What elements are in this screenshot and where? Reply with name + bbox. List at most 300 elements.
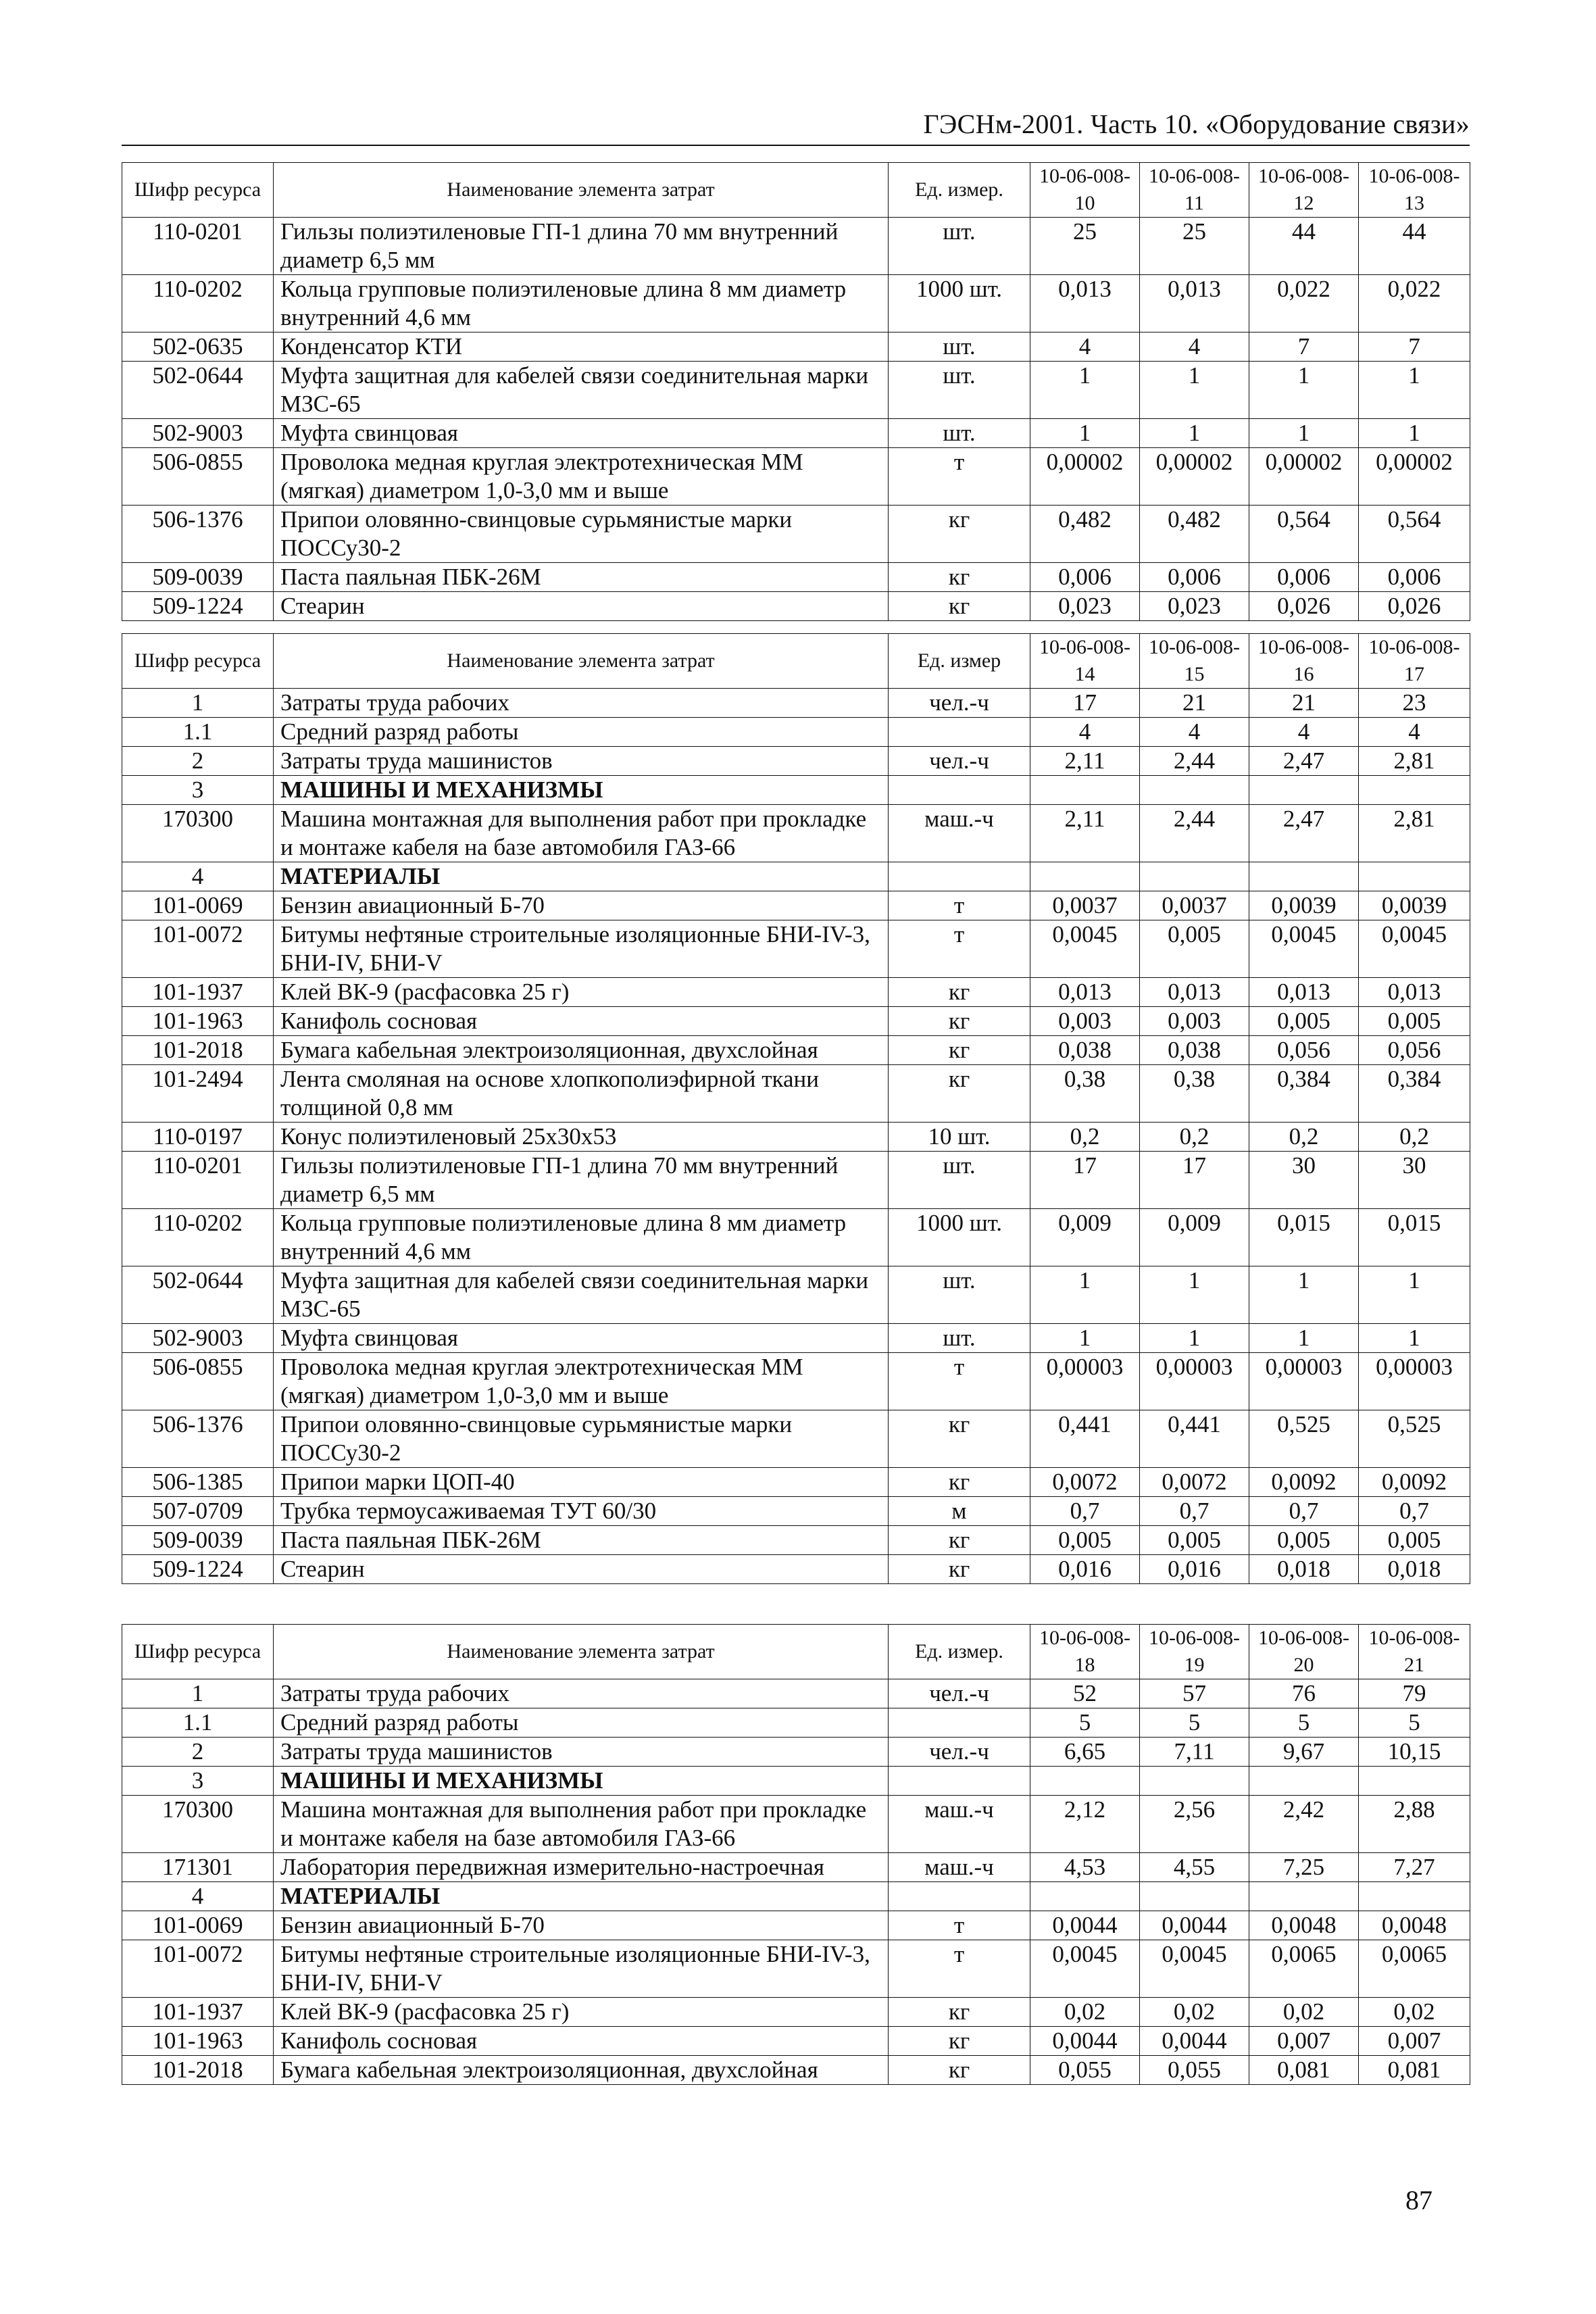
cell-value: 0,02 <box>1030 1998 1140 2027</box>
cell-unit <box>889 718 1030 747</box>
cell-value: 0,384 <box>1249 1065 1359 1123</box>
table-row <box>122 333 1470 362</box>
cell-name: Паста паяльная ПБК-26М <box>274 1526 889 1555</box>
cell-value: 7,11 <box>1140 1738 1249 1767</box>
cell-value: 0,056 <box>1249 1036 1359 1065</box>
cell-value <box>1140 1882 1249 1911</box>
cell-value: 0,007 <box>1359 2027 1470 2056</box>
cell-value: 4 <box>1030 718 1140 747</box>
header-norm-code: 10-06-008-16 <box>1249 634 1359 689</box>
cell-value: 0,0072 <box>1030 1468 1140 1497</box>
table-row <box>122 1324 1470 1353</box>
cell-value: 0,0065 <box>1359 1940 1470 1998</box>
table-row <box>122 218 1470 275</box>
cell-name: Затраты труда машинистов <box>274 1738 889 1767</box>
cell-value <box>1140 776 1249 805</box>
cell-value: 0,018 <box>1249 1555 1359 1584</box>
table-row <box>122 1266 1470 1324</box>
cell-code: 502-0635 <box>122 333 274 362</box>
cell-value <box>1140 1767 1249 1796</box>
cell-value: 25 <box>1030 218 1140 275</box>
table-row <box>122 1853 1470 1882</box>
header-unit: Ед. измер. <box>889 163 1030 218</box>
cell-value: 1 <box>1249 1266 1359 1324</box>
cell-value: 1 <box>1359 1266 1470 1324</box>
cell-unit <box>889 1882 1030 1911</box>
cell-code: 101-1937 <box>122 978 274 1007</box>
cell-unit: кг <box>889 1555 1030 1584</box>
table-row <box>122 891 1470 920</box>
cell-unit: т <box>889 920 1030 978</box>
cell-value: 17 <box>1140 1152 1249 1209</box>
cell-value <box>1249 1882 1359 1911</box>
cell-value: 0,0044 <box>1030 1911 1140 1940</box>
cell-value: 0,009 <box>1140 1209 1249 1266</box>
cell-code: 509-0039 <box>122 563 274 592</box>
cell-unit: чел.-ч <box>889 1738 1030 1767</box>
cell-name: Муфта свинцовая <box>274 1324 889 1353</box>
cell-value: 0,013 <box>1030 275 1140 333</box>
cell-unit: шт. <box>889 362 1030 419</box>
cell-value: 1 <box>1140 1266 1249 1324</box>
cell-value: 1 <box>1359 1324 1470 1353</box>
cell-value: 0,2 <box>1140 1123 1249 1152</box>
header-rule <box>122 145 1470 146</box>
cell-unit: шт. <box>889 333 1030 362</box>
cell-code: 101-2018 <box>122 2056 274 2085</box>
cell-code: 506-0855 <box>122 448 274 506</box>
cell-name: Битумы нефтяные строительные изоляционные БНИ-IV-3, БНИ-IV, БНИ-V <box>274 920 889 978</box>
cell-name: Кольца групповые полиэтиленовые длина 8 мм диаметр внутренний 4,6 мм <box>274 1209 889 1266</box>
table-row <box>122 1796 1470 1853</box>
cell-name: Канифоль сосновая <box>274 2027 889 2056</box>
cell-value: 30 <box>1249 1152 1359 1209</box>
page-number: 87 <box>1405 2185 1432 2215</box>
cell-value <box>1030 862 1140 891</box>
cell-value: 7 <box>1359 333 1470 362</box>
cell-name: Припои оловянно-свинцовые сурьмянистые марки ПОССу30-2 <box>274 1410 889 1468</box>
cell-name: Проволока медная круглая электротехническая ММ (мягкая) диаметром 1,0-3,0 мм и выше <box>274 1353 889 1410</box>
header-name: Наименование элемента затрат <box>274 1625 889 1679</box>
cell-name: Трубка термоусаживаемая ТУТ 60/30 <box>274 1497 889 1526</box>
cell-value: 0,0039 <box>1359 891 1470 920</box>
cell-unit: маш.-ч <box>889 1853 1030 1882</box>
cell-value: 0,005 <box>1140 920 1249 978</box>
cell-code: 2 <box>122 747 274 776</box>
cell-unit: 1000 шт. <box>889 275 1030 333</box>
cell-value: 4 <box>1140 718 1249 747</box>
resource-table-3 <box>122 1624 1470 2085</box>
cell-value: 0,007 <box>1249 2027 1359 2056</box>
cell-value: 5 <box>1140 1708 1249 1738</box>
table-row <box>122 1767 1470 1796</box>
table-row <box>122 862 1470 891</box>
cell-value: 1 <box>1140 1324 1249 1353</box>
cell-value: 0,026 <box>1359 592 1470 621</box>
cell-code: 170300 <box>122 1796 274 1853</box>
cell-value: 0,022 <box>1249 275 1359 333</box>
cell-value <box>1359 862 1470 891</box>
cell-value: 4 <box>1359 718 1470 747</box>
cell-unit: т <box>889 1353 1030 1410</box>
cell-value: 2,11 <box>1030 747 1140 776</box>
cell-value: 0,005 <box>1140 1526 1249 1555</box>
cell-value: 0,005 <box>1249 1526 1359 1555</box>
cell-name: Бумага кабельная электроизоляционная, двухслойная <box>274 2056 889 2085</box>
cell-unit: 10 шт. <box>889 1123 1030 1152</box>
header-name: Наименование элемента затрат <box>274 634 889 689</box>
cell-value: 0,006 <box>1030 563 1140 592</box>
table-row <box>122 1065 1470 1123</box>
cell-value: 0,0045 <box>1140 1940 1249 1998</box>
table-row <box>122 1036 1470 1065</box>
cell-name: Стеарин <box>274 592 889 621</box>
cell-value: 21 <box>1249 689 1359 718</box>
cell-value: 4 <box>1249 718 1359 747</box>
cell-unit: шт. <box>889 1152 1030 1209</box>
cell-name: Затраты труда машинистов <box>274 747 889 776</box>
cell-value: 0,009 <box>1030 1209 1140 1266</box>
cell-value: 0,7 <box>1140 1497 1249 1526</box>
header-norm-code: 10-06-008-13 <box>1359 163 1470 218</box>
table-row <box>122 1940 1470 1998</box>
table-row <box>122 1123 1470 1152</box>
page-header: ГЭСНм-2001. Часть 10. «Оборудование связи» <box>923 109 1470 139</box>
cell-unit: шт. <box>889 218 1030 275</box>
cell-code: 4 <box>122 1882 274 1911</box>
cell-code: 506-1385 <box>122 1468 274 1497</box>
cell-code: 101-2018 <box>122 1036 274 1065</box>
cell-value: 2,47 <box>1249 805 1359 862</box>
header-norm-code: 10-06-008-12 <box>1249 163 1359 218</box>
table-row <box>122 1526 1470 1555</box>
cell-unit: кг <box>889 1007 1030 1036</box>
cell-value: 0,0045 <box>1249 920 1359 978</box>
cell-name: Канифоль сосновая <box>274 1007 889 1036</box>
cell-code: 110-0202 <box>122 275 274 333</box>
cell-name: Машина монтажная для выполнения работ при прокладке и монтаже кабеля на базе автомобиля ГАЗ-66 <box>274 805 889 862</box>
cell-value: 1 <box>1249 362 1359 419</box>
cell-value: 30 <box>1359 1152 1470 1209</box>
cell-value: 17 <box>1030 1152 1140 1209</box>
cell-value: 0,005 <box>1359 1007 1470 1036</box>
cell-name: Бумага кабельная электроизоляционная, двухслойная <box>274 1036 889 1065</box>
header-row <box>122 163 1470 218</box>
cell-value: 1 <box>1030 1324 1140 1353</box>
header-norm-code: 10-06-008-10 <box>1030 163 1140 218</box>
cell-value: 0,441 <box>1140 1410 1249 1468</box>
cell-value: 0,005 <box>1359 1526 1470 1555</box>
cell-value: 2,12 <box>1030 1796 1140 1853</box>
cell-value: 0,0045 <box>1030 1940 1140 1998</box>
cell-name: Лента смоляная на основе хлопкополиэфирной ткани толщиной 0,8 мм <box>274 1065 889 1123</box>
cell-code: 4 <box>122 862 274 891</box>
cell-unit: т <box>889 1911 1030 1940</box>
table-row <box>122 362 1470 419</box>
cell-unit <box>889 1708 1030 1738</box>
cell-value: 1 <box>1359 362 1470 419</box>
table-row <box>122 1209 1470 1266</box>
cell-value: 0,013 <box>1140 978 1249 1007</box>
cell-value: 0,038 <box>1140 1036 1249 1065</box>
cell-name: Лаборатория передвижная измерительно-настроечная <box>274 1853 889 1882</box>
header-name: Наименование элемента затрат <box>274 163 889 218</box>
cell-value: 0,015 <box>1359 1209 1470 1266</box>
cell-name: Битумы нефтяные строительные изоляционные БНИ-IV-3, БНИ-IV, БНИ-V <box>274 1940 889 1998</box>
cell-value: 0,00003 <box>1359 1353 1470 1410</box>
cell-value: 0,0065 <box>1249 1940 1359 1998</box>
cell-code: 509-1224 <box>122 1555 274 1584</box>
cell-value: 57 <box>1140 1679 1249 1708</box>
cell-value: 0,564 <box>1359 506 1470 563</box>
cell-value: 52 <box>1030 1679 1140 1708</box>
table-row <box>122 1555 1470 1584</box>
cell-name: МАШИНЫ И МЕХАНИЗМЫ <box>274 776 889 805</box>
cell-name: Конус полиэтиленовый 25х30х53 <box>274 1123 889 1152</box>
cell-unit: кг <box>889 1065 1030 1123</box>
cell-code: 3 <box>122 1767 274 1796</box>
header-row <box>122 1625 1470 1679</box>
table-row <box>122 1738 1470 1767</box>
header-norm-code: 10-06-008-18 <box>1030 1625 1140 1679</box>
cell-value: 0,038 <box>1030 1036 1140 1065</box>
cell-name: Гильзы полиэтиленовые ГП-1 длина 70 мм внутренний диаметр 6,5 мм <box>274 1152 889 1209</box>
cell-value: 0,006 <box>1249 563 1359 592</box>
cell-value: 7,25 <box>1249 1853 1359 1882</box>
table-row <box>122 920 1470 978</box>
cell-value: 1 <box>1359 419 1470 448</box>
cell-value: 0,441 <box>1030 1410 1140 1468</box>
cell-value: 6,65 <box>1030 1738 1140 1767</box>
table-row <box>122 689 1470 718</box>
cell-value: 4,53 <box>1030 1853 1140 1882</box>
cell-code: 2 <box>122 1738 274 1767</box>
cell-unit: т <box>889 891 1030 920</box>
header-norm-code: 10-06-008-11 <box>1140 163 1249 218</box>
cell-code: 170300 <box>122 805 274 862</box>
cell-value: 0,482 <box>1030 506 1140 563</box>
table-row <box>122 1998 1470 2027</box>
table-row <box>122 805 1470 862</box>
cell-unit: м <box>889 1497 1030 1526</box>
resource-table-2 <box>122 633 1470 1584</box>
header-unit: Ед. измер <box>889 634 1030 689</box>
cell-value: 0,018 <box>1359 1555 1470 1584</box>
cell-name: Стеарин <box>274 1555 889 1584</box>
cell-value: 0,081 <box>1249 2056 1359 2085</box>
table-row <box>122 1152 1470 1209</box>
cell-value: 0,0037 <box>1140 891 1249 920</box>
cell-unit: т <box>889 448 1030 506</box>
cell-unit: маш.-ч <box>889 805 1030 862</box>
cell-unit: шт. <box>889 419 1030 448</box>
cell-value: 0,2 <box>1359 1123 1470 1152</box>
cell-value: 7,27 <box>1359 1853 1470 1882</box>
cell-value: 1 <box>1030 362 1140 419</box>
cell-value: 0,016 <box>1030 1555 1140 1584</box>
cell-unit: чел.-ч <box>889 1679 1030 1708</box>
cell-unit: кг <box>889 1036 1030 1065</box>
cell-value <box>1359 1882 1470 1911</box>
cell-value: 21 <box>1140 689 1249 718</box>
cell-unit: кг <box>889 592 1030 621</box>
cell-value: 44 <box>1359 218 1470 275</box>
cell-value: 0,003 <box>1140 1007 1249 1036</box>
cell-value: 2,44 <box>1140 805 1249 862</box>
header-unit: Ед. измер. <box>889 1625 1030 1679</box>
cell-value: 0,2 <box>1249 1123 1359 1152</box>
cell-value: 10,15 <box>1359 1738 1470 1767</box>
cell-name: Затраты труда рабочих <box>274 689 889 718</box>
cell-value: 0,38 <box>1140 1065 1249 1123</box>
table-row <box>122 1679 1470 1708</box>
cell-value: 0,00002 <box>1249 448 1359 506</box>
cell-code: 509-0039 <box>122 1526 274 1555</box>
cell-value: 25 <box>1140 218 1249 275</box>
table-row <box>122 1911 1470 1940</box>
table-row <box>122 1410 1470 1468</box>
cell-value: 23 <box>1359 689 1470 718</box>
cell-value: 1 <box>1030 1266 1140 1324</box>
table-row <box>122 1497 1470 1526</box>
cell-value: 0,0092 <box>1249 1468 1359 1497</box>
header-norm-code: 10-06-008-20 <box>1249 1625 1359 1679</box>
cell-code: 502-9003 <box>122 419 274 448</box>
cell-name: Средний разряд работы <box>274 1708 889 1738</box>
cell-value: 0,0044 <box>1030 2027 1140 2056</box>
cell-value: 0,00002 <box>1140 448 1249 506</box>
cell-code: 506-0855 <box>122 1353 274 1410</box>
cell-value: 1 <box>1140 419 1249 448</box>
cell-name: Затраты труда рабочих <box>274 1679 889 1708</box>
cell-value: 79 <box>1359 1679 1470 1708</box>
header-norm-code: 10-06-008-19 <box>1140 1625 1249 1679</box>
cell-unit: кг <box>889 978 1030 1007</box>
cell-value: 0,026 <box>1249 592 1359 621</box>
cell-code: 101-0072 <box>122 1940 274 1998</box>
cell-value: 0,013 <box>1030 978 1140 1007</box>
cell-code: 502-9003 <box>122 1324 274 1353</box>
resource-table-1 <box>122 162 1470 621</box>
cell-value: 1 <box>1140 362 1249 419</box>
cell-code: 509-1224 <box>122 592 274 621</box>
cell-value: 4 <box>1030 333 1140 362</box>
cell-value: 2,42 <box>1249 1796 1359 1853</box>
cell-value: 0,525 <box>1359 1410 1470 1468</box>
cell-name: Муфта защитная для кабелей связи соединительная марки МЗС-65 <box>274 362 889 419</box>
cell-value <box>1249 776 1359 805</box>
cell-code: 1.1 <box>122 1708 274 1738</box>
table-row <box>122 275 1470 333</box>
cell-value: 0,023 <box>1030 592 1140 621</box>
cell-value: 0,38 <box>1030 1065 1140 1123</box>
table-row <box>122 2027 1470 2056</box>
cell-unit: чел.-ч <box>889 689 1030 718</box>
table-row <box>122 506 1470 563</box>
cell-value <box>1359 776 1470 805</box>
cell-value: 0,0039 <box>1249 891 1359 920</box>
cell-value: 0,006 <box>1359 563 1470 592</box>
cell-value: 9,67 <box>1249 1738 1359 1767</box>
cell-unit: т <box>889 1940 1030 1998</box>
cell-unit: 1000 шт. <box>889 1209 1030 1266</box>
cell-code: 110-0202 <box>122 1209 274 1266</box>
cell-value: 0,00003 <box>1030 1353 1140 1410</box>
cell-unit <box>889 862 1030 891</box>
cell-value <box>1030 1767 1140 1796</box>
cell-code: 110-0201 <box>122 1152 274 1209</box>
cell-value: 4,55 <box>1140 1853 1249 1882</box>
cell-name: Кольца групповые полиэтиленовые длина 8 мм диаметр внутренний 4,6 мм <box>274 275 889 333</box>
cell-value: 0,00003 <box>1249 1353 1359 1410</box>
cell-name: МАШИНЫ И МЕХАНИЗМЫ <box>274 1767 889 1796</box>
cell-value: 2,81 <box>1359 805 1470 862</box>
cell-value <box>1249 1767 1359 1796</box>
header-norm-code: 10-06-008-14 <box>1030 634 1140 689</box>
cell-value: 0,0037 <box>1030 891 1140 920</box>
table-row <box>122 448 1470 506</box>
cell-name: Муфта защитная для кабелей связи соединительная марки МЗС-65 <box>274 1266 889 1324</box>
cell-value: 0,023 <box>1140 592 1249 621</box>
header-norm-code: 10-06-008-17 <box>1359 634 1470 689</box>
cell-unit: кг <box>889 2056 1030 2085</box>
cell-value: 2,81 <box>1359 747 1470 776</box>
cell-value: 0,0045 <box>1030 920 1140 978</box>
cell-unit: кг <box>889 1410 1030 1468</box>
table-row <box>122 747 1470 776</box>
cell-value: 1 <box>1249 1324 1359 1353</box>
cell-unit: кг <box>889 1468 1030 1497</box>
cell-value: 0,055 <box>1140 2056 1249 2085</box>
cell-value: 0,7 <box>1249 1497 1359 1526</box>
cell-unit <box>889 776 1030 805</box>
header-code: Шифр ресурса <box>122 163 274 218</box>
cell-code: 101-1963 <box>122 1007 274 1036</box>
cell-code: 502-0644 <box>122 1266 274 1324</box>
cell-unit: кг <box>889 563 1030 592</box>
cell-unit: шт. <box>889 1324 1030 1353</box>
cell-value: 0,525 <box>1249 1410 1359 1468</box>
table-row <box>122 776 1470 805</box>
cell-name: Конденсатор КТИ <box>274 333 889 362</box>
cell-name: Бензин авиационный Б-70 <box>274 1911 889 1940</box>
cell-code: 101-1963 <box>122 2027 274 2056</box>
cell-value: 0,013 <box>1249 978 1359 1007</box>
cell-value: 44 <box>1249 218 1359 275</box>
cell-value: 1 <box>1249 419 1359 448</box>
cell-unit <box>889 1767 1030 1796</box>
cell-value: 2,88 <box>1359 1796 1470 1853</box>
cell-value: 2,56 <box>1140 1796 1249 1853</box>
header-norm-code: 10-06-008-21 <box>1359 1625 1470 1679</box>
cell-value: 5 <box>1249 1708 1359 1738</box>
cell-value <box>1359 1767 1470 1796</box>
cell-value: 76 <box>1249 1679 1359 1708</box>
cell-name: Припои марки ЦОП-40 <box>274 1468 889 1497</box>
cell-value: 0,02 <box>1359 1998 1470 2027</box>
cell-value: 17 <box>1030 689 1140 718</box>
cell-value: 4 <box>1140 333 1249 362</box>
cell-code: 101-0069 <box>122 1911 274 1940</box>
cell-value <box>1249 862 1359 891</box>
cell-value: 0,02 <box>1140 1998 1249 2027</box>
cell-code: 3 <box>122 776 274 805</box>
cell-name: Муфта свинцовая <box>274 419 889 448</box>
cell-code: 506-1376 <box>122 1410 274 1468</box>
table-row <box>122 2056 1470 2085</box>
cell-value: 0,00003 <box>1140 1353 1249 1410</box>
cell-unit: маш.-ч <box>889 1796 1030 1853</box>
